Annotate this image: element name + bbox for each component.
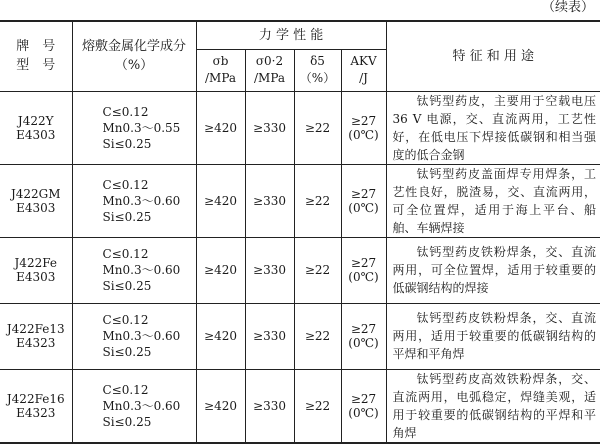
sigma-02-cell: ≥330	[245, 237, 294, 303]
table-row	[0, 303, 600, 369]
table-row	[0, 164, 600, 237]
delta5-cell: ≥22	[294, 91, 341, 164]
akv-cell: ≥27 (0℃)	[341, 303, 386, 369]
features-cell: 钛钙型药皮高效铁粉焊条，交、直流两用，电弧稳定，焊缝美观，适用于较重要的低碳钢结构的平焊和平角焊	[386, 369, 600, 443]
sigma-02-cell: ≥330	[245, 369, 294, 443]
sigma-02-cell: ≥330	[245, 164, 294, 237]
table-row	[0, 369, 600, 443]
sigma-b-cell: ≥420	[196, 164, 245, 237]
delta5-cell: ≥22	[294, 369, 341, 443]
composition-cell: C≤0.12 Mn0.3～0.55 Si≤0.25	[72, 91, 196, 164]
sigma-b-cell: ≥420	[196, 303, 245, 369]
table-row	[0, 237, 600, 303]
features-cell: 钛钙型药皮铁粉焊条，交、直流两用，可全位置焊，适用于较重要的低碳钢结构的焊接	[386, 237, 600, 303]
grade-cell: J422Fe13 E4323	[0, 303, 72, 369]
grade-cell: J422GM E4303	[0, 164, 72, 237]
grade-cell: J422Y E4303	[0, 91, 72, 164]
features-cell: 钛钙型药皮铁粉焊条，交、直流两用，适用于较重要的低碳钢结构的平焊和平角焊	[386, 303, 600, 369]
continued-label: （续表）	[541, 0, 594, 15]
delta5-cell: ≥22	[294, 303, 341, 369]
header-features: 特 征 和 用 途	[386, 21, 600, 91]
composition-cell: C≤0.12 Mn0.3～0.60 Si≤0.25	[72, 164, 196, 237]
composition-cell: C≤0.12 Mn0.3～0.60 Si≤0.25	[72, 237, 196, 303]
composition-cell: C≤0.12 Mn0.3～0.60 Si≤0.25	[72, 369, 196, 443]
grade-cell: J422Fe16 E4323	[0, 369, 72, 443]
akv-cell: ≥27 (0℃)	[341, 91, 386, 164]
sigma-02-cell: ≥330	[245, 303, 294, 369]
sigma-b-cell: ≥420	[196, 369, 245, 443]
features-cell: 钛钙型药皮，主要用于空载电压 36 V 电源，交、直流两用，工艺性好，在低电压下焊接低碳钢和相当强度的低合金钢	[386, 91, 600, 164]
grade-cell: J422Fe E4303	[0, 237, 72, 303]
header-sigma-b: σb /MPa	[196, 49, 245, 91]
sigma-b-cell: ≥420	[196, 237, 245, 303]
akv-cell: ≥27 (0℃)	[341, 164, 386, 237]
sigma-b-cell: ≥420	[196, 91, 245, 164]
features-cell: 钛钙型药皮盖面焊专用焊条，工艺性良好，脱渣易，交、直流两用，可全位置焊，适用于海上平台、船舶、车辆焊接	[386, 164, 600, 237]
delta5-cell: ≥22	[294, 237, 341, 303]
header-delta5: δ5 （%）	[294, 49, 341, 91]
delta5-cell: ≥22	[294, 164, 341, 237]
akv-cell: ≥27 (0℃)	[341, 237, 386, 303]
sigma-02-cell: ≥330	[245, 91, 294, 164]
header-mechanical: 力 学 性 能	[196, 21, 386, 49]
table-row	[0, 91, 600, 164]
composition-cell: C≤0.12 Mn0.3～0.60 Si≤0.25	[72, 303, 196, 369]
header-grade: 牌 号 型 号	[0, 21, 72, 91]
header-composition: 熔敷金属化学成分 （%）	[72, 21, 196, 91]
electrode-table	[0, 20, 600, 444]
akv-cell: ≥27 (0℃)	[341, 369, 386, 443]
header-akv: AKV /J	[341, 49, 386, 91]
header-sigma-02: σ0·2 /MPa	[245, 49, 294, 91]
